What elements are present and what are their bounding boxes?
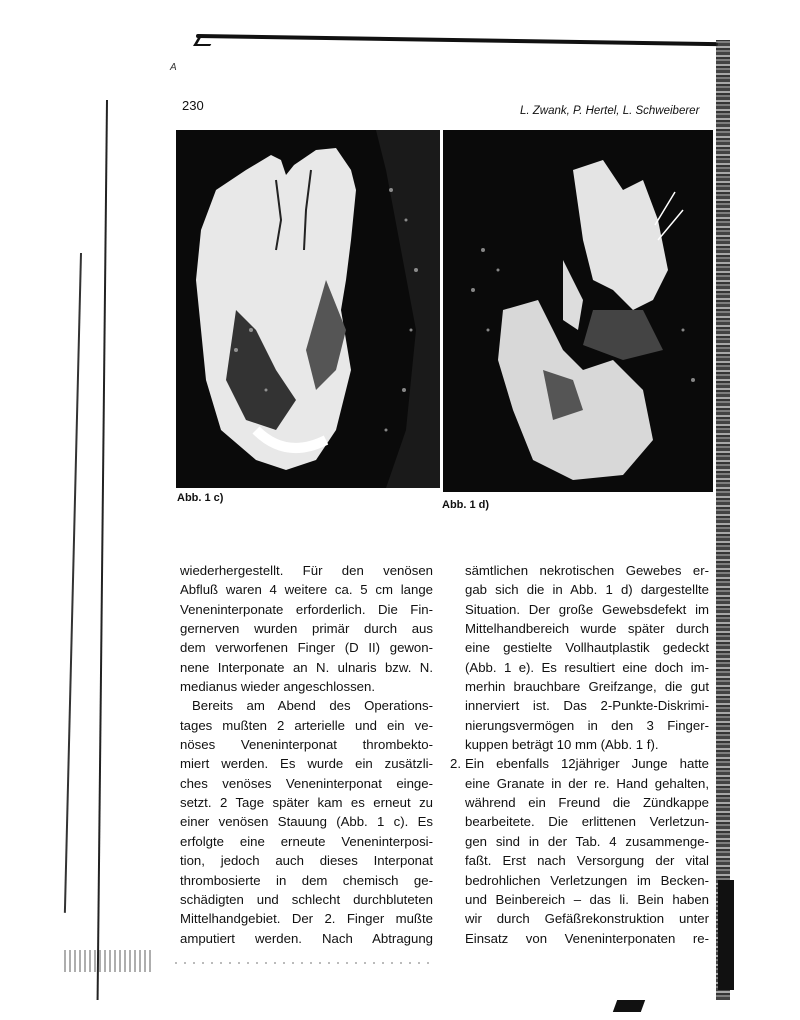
text-line: gernerven wurden primär durch aus (180, 621, 433, 637)
text-line: Ein ebenfalls 12jähriger Junge hatte (465, 756, 709, 772)
figure-caption-1c: Abb. 1 c) (177, 492, 224, 504)
text-line: Situation. Der große Gewebsdefekt im (465, 601, 709, 617)
text-line: eine Granate in der re. Hand gehalten, (465, 775, 709, 791)
text-line: faßt. Erst nach Versorgung der vital (465, 853, 709, 869)
scan-noise (175, 962, 435, 964)
text-line: ches venöses Veneninterponat einge- (180, 775, 433, 791)
text-line: nöses Veneninterponat thrombekto- (180, 737, 433, 753)
hand-photo-icon (176, 130, 440, 488)
text-line: nene Interponate an N. ulnaris bzw. N. (180, 659, 433, 675)
text-line: sämtlichen nekrotischen Gewebes er- (465, 563, 709, 578)
text-line: bearbeitete. Die erlittenen Verletzun- (465, 814, 709, 830)
text-line: wiederhergestellt. Für den venösen (180, 563, 433, 578)
running-head: L. Zwank, P. Hertel, L. Schweiberer (520, 105, 700, 117)
list-item-line (450, 754, 709, 773)
scan-smudge (613, 1000, 645, 1012)
figure-caption-1d: Abb. 1 d) (442, 499, 490, 511)
text-line: (Abb. 1 e). Es resultiert eine doch im- (465, 659, 709, 675)
text-line: erfolgte eine erneute Veneninterposi- (180, 833, 433, 849)
text-line: merhin brauchbare Greifzange, die gut (465, 679, 709, 695)
text-line: schädigten und schlecht durchbluteten (180, 891, 433, 907)
text-line: während ein Freund die Zündkappe (465, 795, 709, 811)
text-line: setzt. 2 Tage später kam es erneut zu (180, 795, 433, 811)
margin-mark: A (170, 62, 177, 73)
text-line: tion, jedoch auch dieses Interponat (180, 853, 433, 869)
text-line: thrombosierte in dem chemisch ge- (180, 872, 433, 888)
scan-edge-shadow (718, 880, 734, 990)
scan-margin-line (64, 253, 82, 913)
page-number: 230 (182, 98, 204, 113)
figure-photo-1d (443, 130, 713, 492)
text-line: einer venösen Stauung (Abb. 1 c). Es (180, 814, 433, 830)
text-line: miert werden. Es wurde ein zusätzli- (180, 756, 433, 772)
scan-edge-shadow (716, 40, 730, 1000)
text-line: Mittelhandbereich wurde später durch (465, 621, 709, 637)
text-line: Mittelhandgebiet. Der 2. Finger mußte (180, 911, 433, 927)
figure-photo-1c (176, 130, 440, 488)
text-line: wir durch Gefäßrekonstruktion unter (465, 911, 709, 927)
list-item-number: 2. (450, 756, 461, 772)
text-line: gab sich die in Abb. 1 d) dargestellte (465, 582, 709, 598)
scan-smudge (64, 950, 154, 972)
text-line: Veneninterponate erforderlich. Die Fin- (180, 601, 433, 617)
text-line: dem verworfenen Finger (D II) gewon- (180, 640, 433, 656)
text-line: innerviert ist. Das 2-Punkte-Diskrimi- (465, 698, 709, 714)
scan-top-hook (193, 36, 216, 46)
text-line: nierungsvermögen in den 3 Finger- (465, 717, 709, 733)
text-line: medianus wieder angeschlossen. (180, 679, 375, 695)
text-line: Einsatz von Veneninterponaten re- (465, 930, 709, 946)
hand-photo-icon (443, 130, 713, 492)
text-line: bedrohlichen Verletzungen im Becken- (465, 872, 709, 888)
text-line: amputiert werden. Nach Abtragung (180, 930, 433, 946)
text-line: eine gestielte Vollhautplastik gedeckt (465, 640, 709, 656)
body-column-left (180, 561, 433, 948)
body-column-right (450, 561, 709, 948)
text-line: und Beinbereich – das li. Bein haben (465, 891, 709, 907)
text-line: Bereits am Abend des Operations- (192, 698, 433, 714)
scan-margin-line (97, 100, 108, 1000)
text-line: kuppen beträgt 10 mm (Abb. 1 f). (465, 737, 659, 753)
text-line: tages mußten 2 arterielle und ein ve- (180, 717, 433, 733)
text-line: gen sind in der Tab. 4 zusammenge- (465, 833, 709, 849)
scan-top-line (196, 34, 718, 46)
text-line: Abfluß waren 4 weitere ca. 5 cm lange (180, 582, 433, 598)
